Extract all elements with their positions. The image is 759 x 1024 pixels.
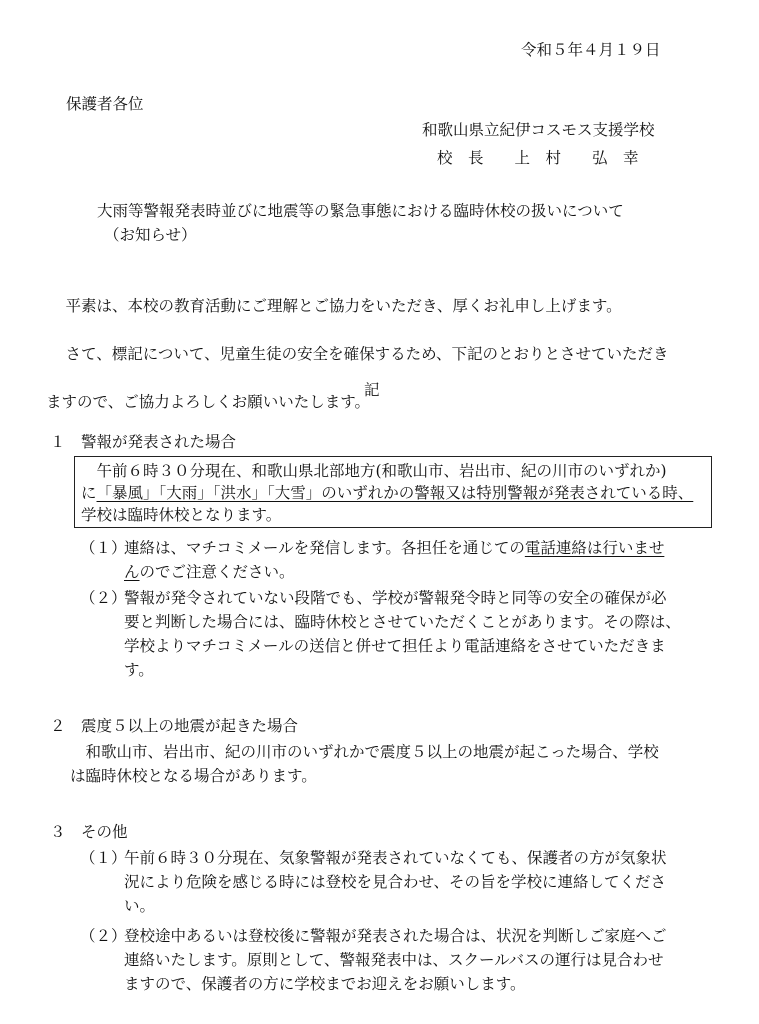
item-line: す。 bbox=[124, 661, 154, 679]
item-line: ますので、保護者の方に学校までお迎えをお願いします。 bbox=[124, 975, 526, 993]
item-number: （１） bbox=[80, 849, 127, 867]
item-text-b: のでご注意ください。 bbox=[139, 563, 295, 581]
section-3-item-1 bbox=[80, 846, 702, 918]
item-line: 連絡いたします。原則として、警報発表中は、スクールバスの運行は見合わせ bbox=[124, 951, 664, 969]
section-3-heading: ３ その他 bbox=[50, 823, 128, 841]
section-3-item-2 bbox=[80, 924, 702, 996]
notice-line-1: 午前６時３０分現在、和歌山県北部地方(和歌山市、岩出市、紀の川市のいずれか) bbox=[81, 462, 667, 480]
item-number: （１） bbox=[80, 539, 127, 557]
item-line: 況により危険を感じる時には登校を見合わせ、その旨を学校に連絡してくださ bbox=[124, 873, 667, 891]
principal-name: 上 村 弘 幸 bbox=[514, 149, 639, 167]
principal-title: 校 長 bbox=[437, 149, 484, 167]
item-line: 午前６時３０分現在、気象警報が発表されていなくても、保護者の方が気象状 bbox=[124, 849, 667, 867]
recipient: 保護者各位 bbox=[66, 95, 144, 113]
section-2-line-2: は臨時休校となる場合があります。 bbox=[70, 767, 317, 785]
no-phone-contact-2: ん bbox=[124, 563, 140, 581]
ki-mark: 記 bbox=[364, 381, 380, 399]
item-text bbox=[80, 924, 702, 996]
intro-paragraph bbox=[46, 270, 700, 438]
item-number: （２） bbox=[80, 927, 127, 945]
section-2-heading: ２ 震度５以上の地震が起きた場合 bbox=[50, 717, 299, 735]
item-line: い。 bbox=[124, 897, 156, 915]
item-line: 要と判断した場合には、臨時休校とさせていただくことがあります。その際は、 bbox=[124, 613, 681, 631]
section-1-item-1 bbox=[80, 536, 702, 584]
document-date: 令和５年４月１９日 bbox=[521, 41, 661, 59]
section-2-body bbox=[70, 740, 710, 788]
item-text-a: 連絡は、マチコミメールを発信します。各担任を通じての bbox=[124, 539, 525, 557]
no-phone-contact-1: 電話連絡は行いませ bbox=[524, 539, 665, 557]
item-line: 警報が発令されていない段階でも、学校が警報発令時と同等の安全の確保が必 bbox=[124, 589, 667, 607]
intro-line-1: 平素は、本校の教育活動にご理解とご協力をいただき、厚くお礼申し上げます。 bbox=[50, 297, 622, 315]
document-subtitle: （お知らせ） bbox=[104, 226, 197, 244]
item-text bbox=[80, 846, 702, 918]
section-1-item-2 bbox=[80, 586, 702, 682]
notice-box bbox=[74, 456, 712, 528]
document-title: 大雨等警報発表時並びに地震等の緊急事態における臨時休校の扱いについて bbox=[97, 202, 624, 220]
notice-line-3: 学校は臨時休校となります。 bbox=[81, 506, 282, 524]
intro-line-3: ますので、ご協力よろしくお願いいたします。 bbox=[46, 393, 370, 411]
section-2-line-1: 和歌山市、岩出市、紀の川市のいずれかで震度５以上の地震が起こった場合、学校 bbox=[70, 743, 659, 761]
notice-line-2-prefix: に bbox=[81, 484, 97, 502]
item-number: （２） bbox=[80, 589, 127, 607]
principal bbox=[437, 148, 639, 168]
item-line: 登校途中あるいは登校後に警報が発表された場合は、状況を判断しご家庭へご bbox=[124, 927, 667, 945]
school-name: 和歌山県立紀伊コスモス支援学校 bbox=[422, 121, 655, 139]
intro-line-2: さて、標記について、児童生徒の安全を確保するため、下記のとおりとさせていただき bbox=[50, 345, 669, 363]
notice-warning-types: 「暴風」「大雨」「洪水」「大雪」のいずれかの警報又は特別警報が発表されている時、 bbox=[96, 484, 694, 502]
notice-line-2 bbox=[81, 482, 705, 504]
item-text bbox=[80, 536, 702, 584]
item-text bbox=[80, 586, 702, 682]
item-line: 学校よりマチコミメールの送信と併せて担任より電話連絡をさせていただきま bbox=[124, 637, 666, 655]
section-1-heading: １ 警報が発表された場合 bbox=[50, 433, 237, 451]
